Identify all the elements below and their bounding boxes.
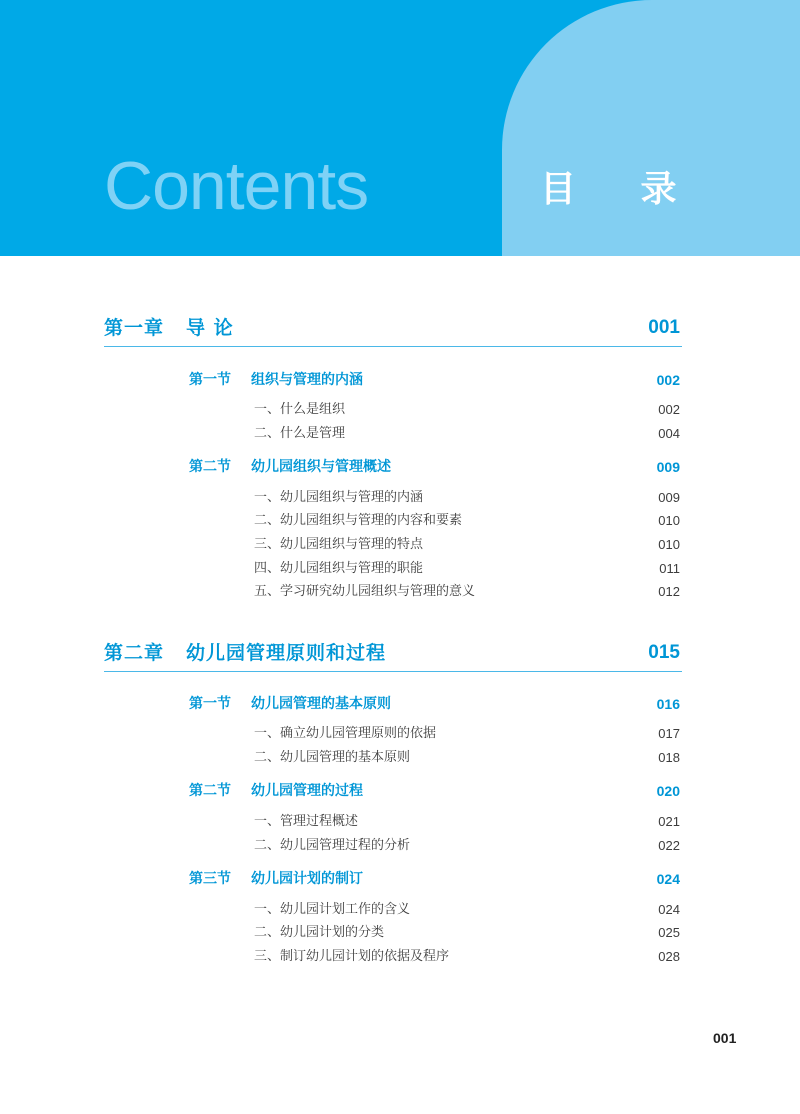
item-page: 018 [658, 750, 680, 765]
section-title: 幼儿园计划的制订 [251, 871, 363, 887]
section-page: 020 [656, 783, 680, 799]
item-title: 三、幼儿园组织与管理的特点 [254, 537, 424, 552]
page-title: 目 录 [540, 169, 703, 210]
item-row[interactable] [254, 535, 682, 555]
item-page: 017 [658, 726, 680, 741]
item-page: 022 [658, 838, 680, 853]
item-title: 一、管理过程概述 [254, 814, 359, 829]
item-page: 010 [658, 537, 680, 552]
item-page: 012 [658, 584, 680, 599]
chapter-2-row[interactable] [104, 638, 682, 672]
chapter-page: 015 [648, 642, 680, 663]
item-row[interactable] [254, 488, 682, 508]
contents-heading: Contents [104, 148, 369, 224]
chapter-1-row[interactable] [104, 313, 682, 347]
item-page: 010 [658, 513, 680, 528]
item-title: 二、什么是管理 [254, 426, 346, 441]
item-row[interactable] [254, 582, 682, 602]
item-page: 025 [658, 925, 680, 940]
section-title: 幼儿园管理的基本原则 [251, 696, 391, 712]
section-title: 幼儿园组织与管理概述 [251, 459, 391, 475]
item-row[interactable] [254, 900, 682, 920]
section-page: 016 [656, 696, 680, 712]
section-title: 组织与管理的内涵 [251, 372, 363, 388]
section-page: 002 [656, 372, 680, 388]
section-row[interactable] [189, 693, 682, 715]
chapter-number: 第二章 [104, 642, 165, 664]
item-row[interactable] [254, 724, 682, 744]
item-row[interactable] [254, 559, 682, 579]
section-number: 第一节 [189, 696, 231, 712]
page-number: 001 [713, 1030, 737, 1046]
section-row[interactable] [189, 868, 682, 890]
item-title: 一、确立幼儿园管理原则的依据 [254, 726, 437, 741]
item-page: 009 [658, 490, 680, 505]
section-row[interactable] [189, 780, 682, 802]
item-row[interactable] [254, 947, 682, 967]
item-title: 一、幼儿园计划工作的含义 [254, 902, 411, 917]
item-title: 二、幼儿园管理过程的分析 [254, 838, 411, 853]
item-row[interactable] [254, 511, 682, 531]
item-title: 二、幼儿园管理的基本原则 [254, 750, 411, 765]
chapter-title: 导 论 [186, 317, 234, 339]
item-page: 004 [658, 426, 680, 441]
chapter-page: 001 [648, 317, 680, 338]
section-number: 第二节 [189, 783, 231, 799]
section-title: 幼儿园管理的过程 [251, 783, 363, 799]
section-page: 009 [656, 459, 680, 475]
section-row[interactable] [189, 456, 682, 478]
section-page: 024 [656, 871, 680, 887]
item-row[interactable] [254, 400, 682, 420]
chapter-number: 第一章 [104, 317, 165, 339]
item-title: 一、什么是组织 [254, 402, 346, 417]
item-page: 021 [658, 814, 680, 829]
section-number: 第一节 [189, 372, 231, 388]
item-row[interactable] [254, 836, 682, 856]
chapter-title: 幼儿园管理原则和过程 [186, 642, 387, 664]
item-title: 二、幼儿园计划的分类 [254, 925, 385, 940]
item-title: 一、幼儿园组织与管理的内涵 [254, 490, 424, 505]
section-number: 第三节 [189, 871, 231, 887]
item-title: 二、幼儿园组织与管理的内容和要素 [254, 513, 463, 528]
item-page: 002 [658, 402, 680, 417]
item-title: 五、学习研究幼儿园组织与管理的意义 [254, 584, 476, 599]
section-row[interactable] [189, 369, 682, 391]
item-title: 四、幼儿园组织与管理的职能 [254, 561, 424, 576]
item-row[interactable] [254, 424, 682, 444]
item-page: 024 [658, 902, 680, 917]
item-page: 028 [658, 949, 680, 964]
item-title: 三、制订幼儿园计划的依据及程序 [254, 949, 450, 964]
section-number: 第二节 [189, 459, 231, 475]
item-row[interactable] [254, 923, 682, 943]
item-page: 011 [659, 561, 680, 576]
item-row[interactable] [254, 812, 682, 832]
item-row[interactable] [254, 748, 682, 768]
